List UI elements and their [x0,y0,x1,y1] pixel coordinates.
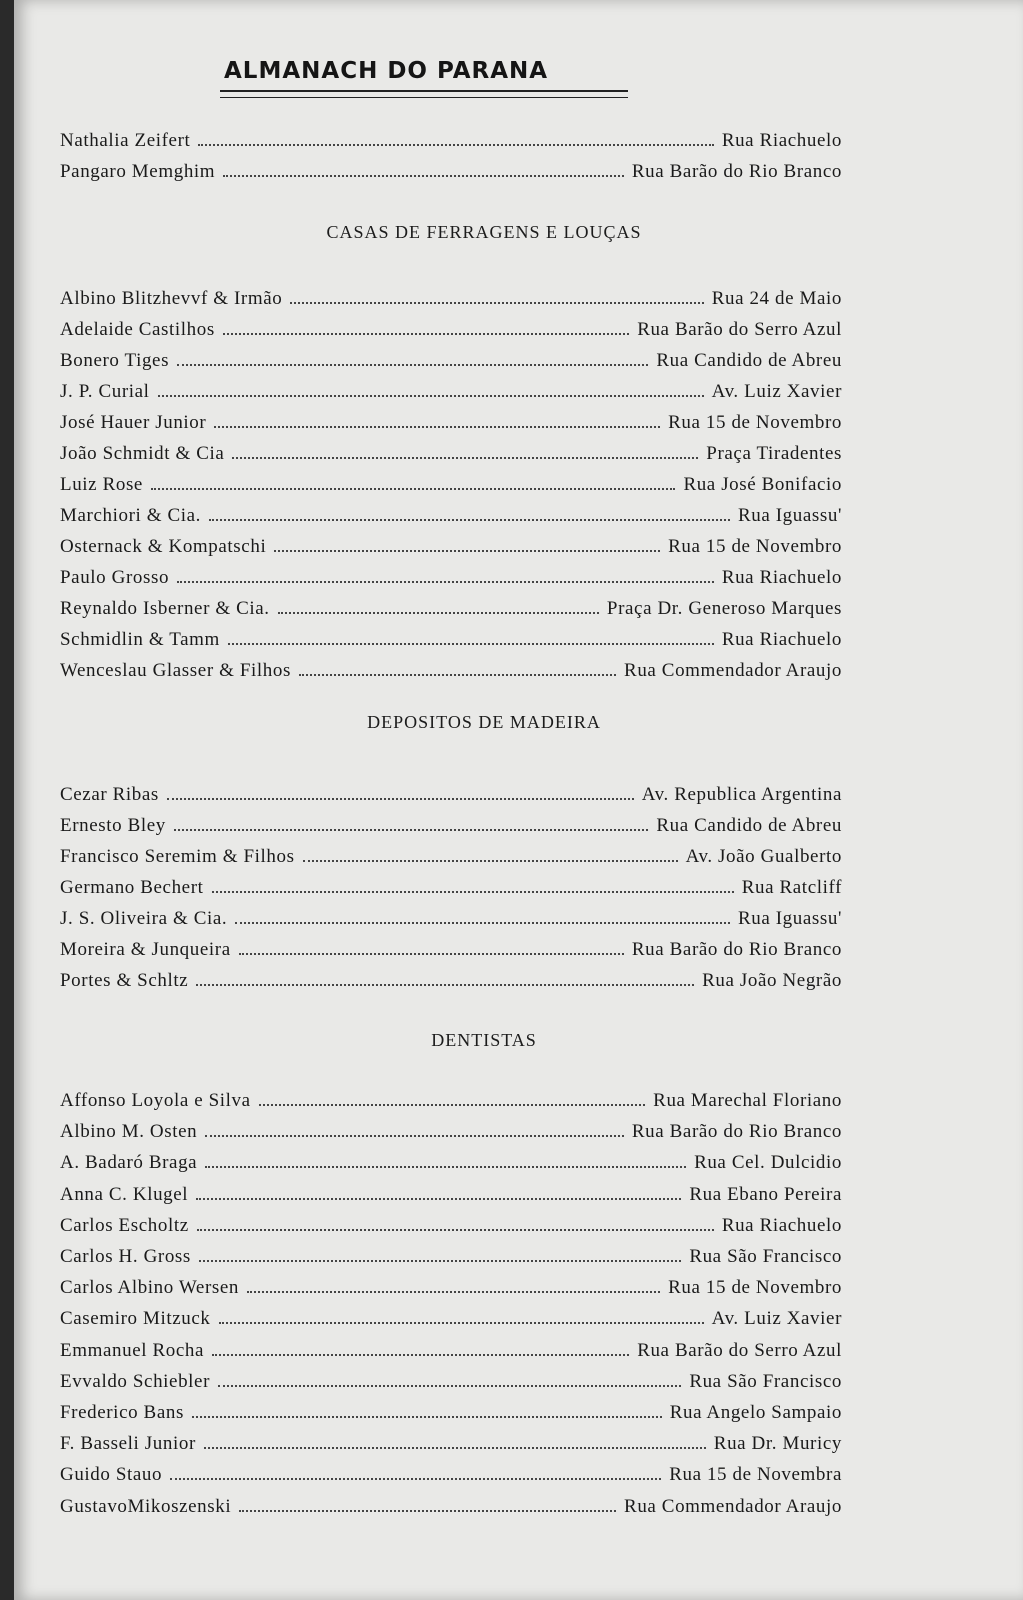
directory-entry [60,567,842,591]
entry-name: Moreira & Junqueira [60,939,231,960]
entry-name: J. S. Oliveira & Cia. [60,908,228,929]
entry-name: Carlos Escholtz [60,1214,189,1236]
section-heading: DEPOSITOS DE MADEIRA [367,712,601,732]
directory-entry [60,319,842,343]
directory-entry [60,1152,842,1176]
entry-address: Rua 15 de Novembro [668,412,842,433]
entry-address: Rua São Francisco [689,1370,842,1392]
entry-address: Av. João Gualberto [685,846,842,867]
entry-address: Praça Tiradentes [706,443,842,464]
entry-name: José Hauer Junior [60,412,207,433]
almanac-page [14,0,1023,1600]
title-underline [220,90,628,98]
dot-leader [223,161,624,177]
entry-address: Rua São Francisco [689,1246,842,1267]
directory-entry [60,1277,842,1301]
entry-name: Albino Blitzhevvf & Irmão [60,288,283,309]
dot-leader [278,598,599,614]
directory-entry [60,877,842,901]
directory-entry [60,629,842,653]
section-heading: DENTISTAS [431,1030,537,1050]
directory-entry [60,1121,842,1145]
dot-leader [197,1215,714,1231]
directory-entry [60,412,842,436]
entry-name: J. P. Curial [60,381,150,402]
entry-address: Rua Riachuelo [721,130,842,151]
dot-leader [204,1433,706,1449]
page-title: ALMANACH DO PARANA [224,58,549,84]
directory-entry [60,598,842,622]
directory-entry [60,161,842,185]
dot-leader [228,629,714,645]
entry-name: João Schmidt & Cia [60,443,225,464]
entry-address: Rua Angelo Sampaio [669,1402,842,1423]
directory-entry [60,815,842,839]
dot-leader [247,1277,660,1293]
entry-address: Rua Candido de Abreu [656,350,842,371]
dot-leader [235,908,730,924]
entry-address: Rua 15 de Novembro [668,536,842,557]
entry-address: Rua Commendador Araujo [624,660,842,681]
entry-address: Rua Cel. Dulcidio [694,1152,842,1174]
dot-leader [170,1464,661,1480]
entry-name: Pangaro Memghim [60,161,216,182]
entry-name: Guido Stauo [60,1464,163,1486]
entry-name: Marchiori & Cia. [60,505,201,526]
entry-address: Rua Barão do Serro Azul [637,319,842,340]
directory-entry [60,939,842,963]
entry-address: Praça Dr. Generoso Marques [606,598,842,619]
entry-name: Nathalia Zeifert [60,130,191,151]
entry-address: Rua 15 de Novembro [668,1277,842,1299]
directory-entry [60,1246,842,1270]
dot-leader [167,784,634,800]
entry-name: Carlos H. Gross [60,1246,191,1267]
entry-name: Evvaldo Schiebler [60,1370,211,1392]
entry-name: Anna C. Klugel [60,1183,189,1205]
entry-name: Cezar Ribas [60,784,159,805]
entry-address: Rua Riachuelo [721,629,842,650]
dot-leader [259,1090,645,1106]
directory-entry [60,1496,842,1520]
dot-leader [299,660,616,676]
directory-entry [60,350,842,374]
dot-leader [239,939,624,955]
entry-name: Reynaldo Isberner & Cia. [60,598,270,619]
directory-entry [60,1308,842,1332]
dot-leader [158,381,704,397]
dot-leader [214,412,660,428]
entry-name: Emmanuel Rocha [60,1339,204,1361]
directory-entry [60,1090,842,1114]
dot-leader [209,505,730,521]
directory-entry [60,1215,842,1239]
directory-entry [60,908,842,932]
entry-name: F. Basseli Junior [60,1433,196,1455]
directory-entry [60,381,842,405]
dot-leader [196,970,694,986]
entry-name: Affonso Loyola e Silva [60,1090,251,1111]
dot-leader [239,1496,616,1512]
dot-leader [177,567,714,583]
entry-name: GustavoMikoszenski [60,1495,232,1517]
entry-address: Rua Riachuelo [721,567,842,588]
entry-name: Paulo Grosso [60,567,170,588]
entry-address: Av. Republica Argentina [641,784,842,805]
directory-entry [60,505,842,529]
section-heading: CASAS DE FERRAGENS E LOUÇAS [326,222,642,242]
directory-entry [60,1184,842,1208]
dot-leader [205,1121,624,1137]
dot-leader [196,1184,681,1200]
dot-leader [151,474,675,490]
dot-leader [205,1152,686,1168]
entry-name: Schmidlin & Tamm [60,629,220,650]
entry-name: Carlos Albino Wersen [60,1277,239,1299]
entry-name: A. Badaró Braga [60,1152,198,1174]
dot-leader [290,288,703,304]
entry-address: Rua Barão do Rio Branco [631,939,842,960]
entry-address: Rua Barão do Rio Branco [631,1121,842,1143]
entry-name: Portes & Schltz [60,970,189,991]
entry-name: Ernesto Bley [60,815,166,836]
directory-entry [60,1371,842,1395]
directory-entry [60,660,842,684]
dot-leader [212,877,734,893]
entry-address: Rua 24 de Maio [711,288,842,309]
directory-entry [60,536,842,560]
entry-name: Frederico Bans [60,1402,184,1423]
entry-name: Francisco Seremim & Filhos [60,846,295,867]
entry-name: Luiz Rose [60,474,143,495]
entry-address: Rua Iguassu' [737,505,842,526]
entry-address: Rua Marechal Floriano [653,1090,842,1111]
directory-entry [60,474,842,498]
entry-address: Rua Ebano Pereira [689,1183,842,1205]
entry-name: Osternack & Kompatschi [60,536,267,557]
entry-address: Rua Ratcliff [741,877,842,898]
dot-leader [198,130,713,146]
entry-address: Rua José Bonifacio [683,474,842,495]
entry-address: Rua João Negrão [702,970,842,991]
entry-address: Rua 15 de Novembra [669,1464,842,1486]
dot-leader [218,1371,681,1387]
directory-entry [60,784,842,808]
entry-address: Rua Iguassu' [737,908,842,929]
entry-name: Casemiro Mitzuck [60,1308,211,1330]
entry-address: Av. Luiz Xavier [711,381,842,402]
dot-leader [199,1246,681,1262]
entry-address: Rua Dr. Muricy [713,1433,842,1455]
dot-leader [223,319,629,335]
directory-entry [60,1433,842,1457]
dot-leader [219,1308,704,1324]
directory-entry [60,1464,842,1488]
dot-leader [232,443,698,459]
entry-name: Albino M. Osten [60,1121,198,1143]
directory-entry [60,1340,842,1364]
entry-address: Rua Barão do Rio Branco [631,161,842,182]
directory-entry [60,970,842,994]
entry-name: Adelaide Castilhos [60,319,215,340]
dot-leader [192,1402,662,1418]
entry-address: Rua Riachuelo [721,1214,842,1236]
directory-entry [60,846,842,870]
entry-name: Germano Bechert [60,877,204,898]
dot-leader [212,1340,629,1356]
entry-address: Rua Candido de Abreu [656,815,842,836]
entry-address: Av. Luiz Xavier [711,1308,842,1330]
dot-leader [303,846,678,862]
entry-name: Bonero Tiges [60,350,170,371]
entry-address: Rua Barão do Serro Azul [637,1339,842,1361]
directory-entry [60,130,842,154]
directory-entry [60,443,842,467]
directory-entry [60,288,842,312]
directory-entry [60,1402,842,1426]
dot-leader [174,815,649,831]
dot-leader [274,536,660,552]
entry-address: Rua Commendador Araujo [624,1495,842,1517]
dot-leader [177,350,648,366]
entry-name: Wenceslau Glasser & Filhos [60,660,291,681]
